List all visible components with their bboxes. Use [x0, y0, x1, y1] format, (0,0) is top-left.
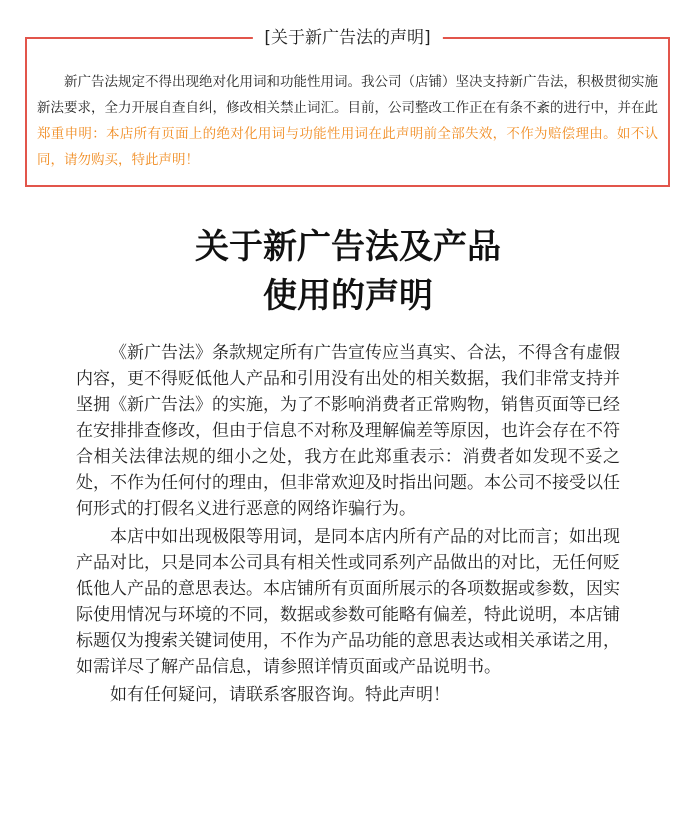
statement-content — [76, 340, 620, 710]
main-title-line2: 使用的声明 — [263, 276, 433, 316]
statement-paragraph-3: 如有任何疑问，请联系客服咨询。特此声明！ — [110, 685, 450, 705]
statement-paragraph-2: 本店中如出现极限等用词，是同本店内所有产品的对比而言；如出现产品对比，只是同本公司具有相关性或同系列产品做出的对比，无任何贬低他人产品的意思表达。本店铺所有页面所展示的各项数据或参数，因实际使用情况与环境的不同，数据或参数可能略有偏差，特此说明，本店铺标题仅为搜索关键词使用，不作为产品功能的意思表达或相关承诺之用，如需详尽了解产品信息，请参照详情页面或产品说明书。 — [76, 527, 620, 677]
ad-law-notice-box — [25, 28, 670, 187]
notice-title: [关于新广告法的声明] — [252, 25, 442, 51]
notice-body-text: 新广告法规定不得出现绝对化用词和功能性用词。我公司（店铺）坚决支持新广告法，积极贯彻实施新法要求，全力开展自查自纠，修改相关禁止词汇。目前，公司整改工作正在有条不紊的进行中，并在此 — [37, 74, 658, 116]
main-title-line1: 关于新广告法及产品 — [195, 227, 501, 267]
notice-body — [37, 69, 658, 173]
statement-paragraph-1: 《新广告法》条款规定所有广告宣传应当真实、合法，不得含有虚假内容，更不得贬低他人产品和引用没有出处的相关数据，我们非常支持并坚拥《新广告法》的实施，为了不影响消费者正常购物，销售页面等已经在安排排查修改，但由于信息不对称及理解偏差等原因，也许会存在不符合相关法律法规的细小之处，我方在此郑重表示：消费者如发现不妥之处，不作为任何付的理由，但非常欢迎及时指出问题。本公司不接受以任何形式的打假名义进行恶意的网络诈骗行为。 — [76, 343, 620, 519]
notice-highlight-text: 郑重申明：本店所有页面上的绝对化用词与功能性用词在此声明前全部失效，不作为赔偿理由。如不认同，请勿购买，特此声明！ — [37, 126, 658, 168]
